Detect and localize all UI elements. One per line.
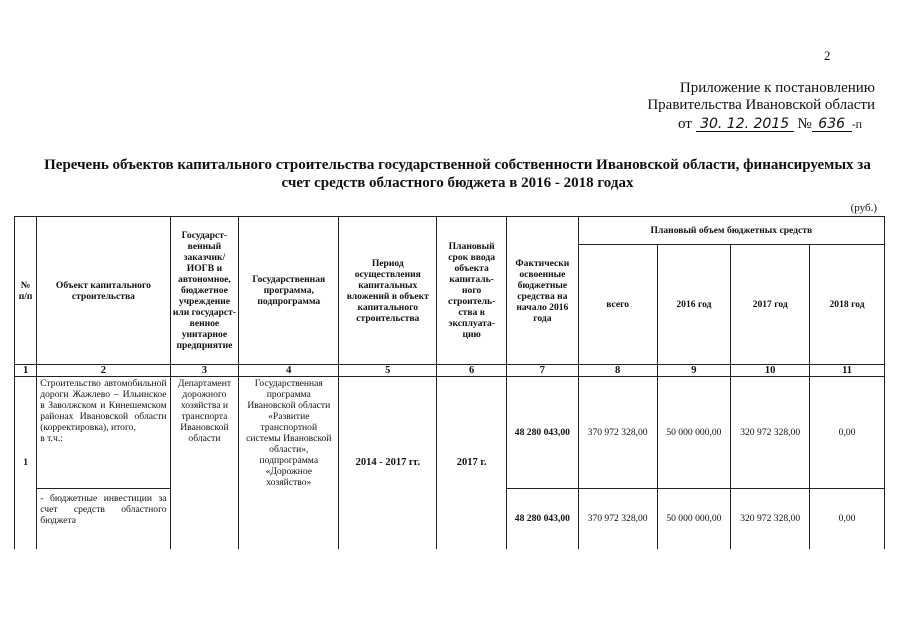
- appendix-line-2: Правительства Ивановской области: [647, 97, 875, 113]
- number-suffix: -п: [851, 117, 863, 131]
- col-number: 6: [437, 365, 507, 377]
- header-period: Период осуществления капитальных вложений в объект капитального строительства: [339, 217, 437, 365]
- header-commission: Плановый срок ввода объекта капиталь-ного строитель-ства в эксплуата-цию: [437, 217, 507, 365]
- row-period: 2014 - 2017 гг.: [339, 377, 437, 549]
- row-2016: 50 000 000,00: [657, 377, 731, 489]
- header-2017: 2017 год: [731, 245, 810, 365]
- row-object-sub: в т.ч.:: [40, 433, 63, 444]
- row-customer: Департамент дорожного хозяйства и транспорта Ивановской области: [170, 377, 239, 549]
- col-number: 2: [37, 365, 170, 377]
- row-sub-2016: 50 000 000,00: [657, 489, 731, 549]
- header-num: № п/п: [15, 217, 37, 365]
- row-2018: 0,00: [810, 377, 885, 489]
- row-program: Государственная программа Ивановской области «Развитие транспортной системы Ивановской области», подпрограмма «Дорожное хозяйство»: [239, 377, 339, 549]
- from-label: от: [678, 116, 692, 132]
- col-number: 9: [657, 365, 731, 377]
- header-customer: Государст-венный заказчик/ ИОГВ и автономное, бюджетное учреждение или государст-венное унитарное предприятие: [170, 217, 239, 365]
- header-planned-group: Плановый объем бюджетных средств: [578, 217, 884, 245]
- col-number: 1: [15, 365, 37, 377]
- row-commission: 2017 г.: [437, 377, 507, 549]
- col-number: 7: [507, 365, 579, 377]
- row-total: 370 972 328,00: [578, 377, 657, 489]
- row-spent: 48 280 043,00: [507, 377, 579, 489]
- col-number: 8: [578, 365, 657, 377]
- row-object-cell: [37, 377, 170, 489]
- header-total: всего: [578, 245, 657, 365]
- col-number: 5: [339, 365, 437, 377]
- row-number: 1: [15, 377, 37, 549]
- header-2018: 2018 год: [810, 245, 885, 365]
- header-program: Государственная программа, подпрограмма: [239, 217, 339, 365]
- row-2017: 320 972 328,00: [731, 377, 810, 489]
- appendix-line-1: Приложение к постановлению: [679, 80, 875, 96]
- row-sub-spent: 48 280 043,00: [507, 489, 579, 549]
- document-title: Перечень объектов капитального строительства государственной собственности Ивановской области, финансируемых за счет средств областного бюджета в 2016 - 2018 годах: [44, 157, 871, 191]
- page-number: 2: [824, 48, 831, 63]
- col-number: 11: [810, 365, 885, 377]
- handwritten-number: 636: [812, 117, 852, 132]
- units-label: (руб.): [850, 202, 877, 214]
- row-sub-object: - бюджетные инвестиции за счет средств областного бюджета: [37, 489, 170, 549]
- row-object: Строительство автомобильной дороги Жажлево – Ильинское в Заволжском и Кинешемском районах Ивановской области (корректировка), итого,: [40, 378, 167, 433]
- row-sub-total: 370 972 328,00: [578, 489, 657, 549]
- header-object: Объект капитального строительства: [37, 217, 170, 365]
- row-sub-2017: 320 972 328,00: [731, 489, 810, 549]
- col-number: 10: [731, 365, 810, 377]
- appendix-date-number: [678, 116, 862, 133]
- number-label: №: [797, 116, 812, 132]
- row-sub-2018: 0,00: [810, 489, 885, 549]
- header-spent: Фактически освоенные бюджетные средства на начало 2016 года: [507, 217, 579, 365]
- handwritten-date: 30. 12. 2015: [696, 117, 794, 132]
- objects-table: [14, 216, 885, 549]
- col-number: 4: [239, 365, 339, 377]
- header-2016: 2016 год: [657, 245, 731, 365]
- col-number: 3: [170, 365, 239, 377]
